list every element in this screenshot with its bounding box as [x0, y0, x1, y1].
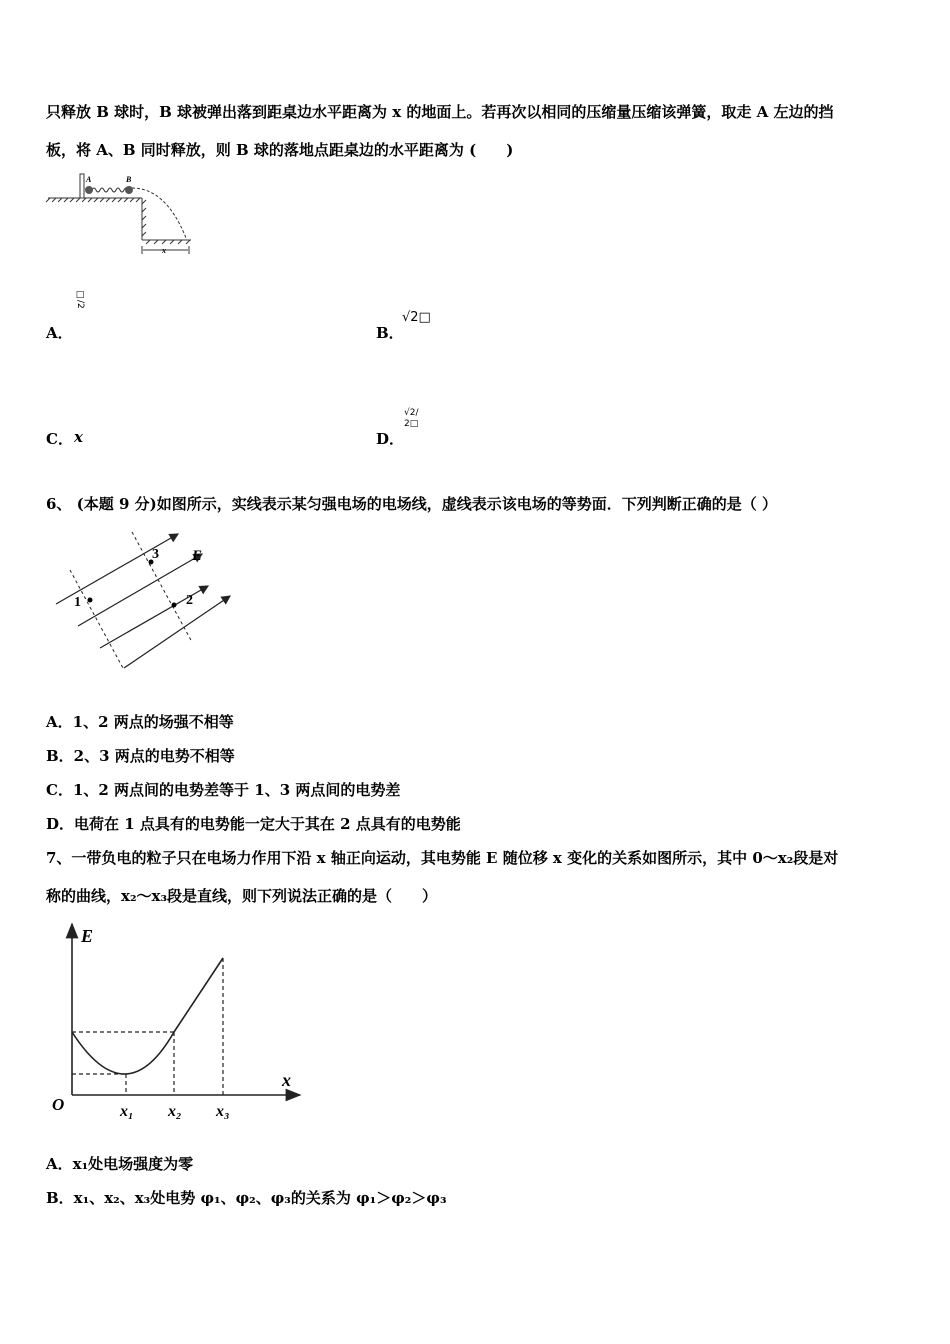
q7-stem-line1: 7、一带负电的粒子只在电场力作用下沿 x 轴正向运动，其电势能 E 随位移 x 变化的关系如图所示，其中 0～x₂段是对	[46, 849, 839, 867]
q7-y-label: E	[81, 926, 94, 946]
q6-point-3: 3	[152, 547, 159, 562]
q5-fig-label-x: x	[162, 246, 166, 255]
q7-option-a: A．x₁处电场强度为零	[46, 1155, 194, 1173]
q6-option-b: B．2、3 两点的电势不相等	[46, 747, 235, 765]
q7-x-label: x	[282, 1070, 291, 1090]
q5-option-a-letter: A．	[46, 324, 73, 342]
q6-field-figure	[50, 530, 250, 675]
q7-energy-graph	[48, 920, 308, 1125]
q5-spring-figure	[46, 170, 196, 260]
q6-option-a: A．1、2 两点的场强不相等	[46, 713, 234, 731]
q5-option-a-value: □/2	[75, 290, 85, 309]
q6-point-2: 2	[186, 593, 193, 608]
q6-option-d: D．电荷在 1 点具有的电势能一定大于其在 2 点具有的电势能	[46, 815, 461, 833]
q6-point-1: 1	[74, 595, 81, 610]
q5-option-a-expr	[74, 290, 84, 313]
q5-fig-label-a: A	[86, 175, 92, 184]
q5-stem-line2: 板，将 A、B 同时释放，则 B 球的落地点距桌边的水平距离为 ( )	[46, 141, 514, 159]
q5-option-c-letter: C．	[46, 430, 73, 448]
q5-option-c-expr: x	[74, 428, 83, 446]
q7-option-b: B．x₁、x₂、x₃处电势 φ₁、φ₂、φ₃的关系为 φ₁＞φ₂＞φ₃	[46, 1189, 447, 1207]
q7-tick-x3: x₃	[216, 1103, 230, 1120]
q7-stem-line2: 称的曲线，x₂～x₃段是直线，则下列说法正确的是（ ）	[46, 887, 438, 905]
q5-stem-line1: 只释放 B 球时，B 球被弹出落到距桌边水平距离为 x 的地面上。若再次以相同的压缩量压缩该弹簧，取走 A 左边的挡	[46, 103, 834, 121]
q5-fig-label-b: B	[126, 175, 132, 184]
q6-option-c: C．1、2 两点间的电势差等于 1、3 两点间的电势差	[46, 781, 401, 799]
q7-origin: O	[52, 1095, 65, 1114]
q5-option-d-value: √2/2□	[404, 408, 419, 429]
q5-option-d-letter: D．	[376, 430, 405, 448]
q6-stem: 6、 (本题 9 分)如图所示，实线表示某匀强电场的电场线，虚线表示该电场的等势面．下列判断正确的是（ ）	[46, 495, 777, 513]
q7-tick-x2: x₂	[168, 1103, 182, 1120]
q5-option-b-letter: B．	[376, 324, 404, 342]
q6-label-e: E	[192, 548, 203, 564]
q5-option-d-expr	[404, 408, 436, 430]
q5-option-b-expr: √2□	[402, 310, 431, 325]
q7-tick-x1: x₁	[120, 1103, 134, 1120]
